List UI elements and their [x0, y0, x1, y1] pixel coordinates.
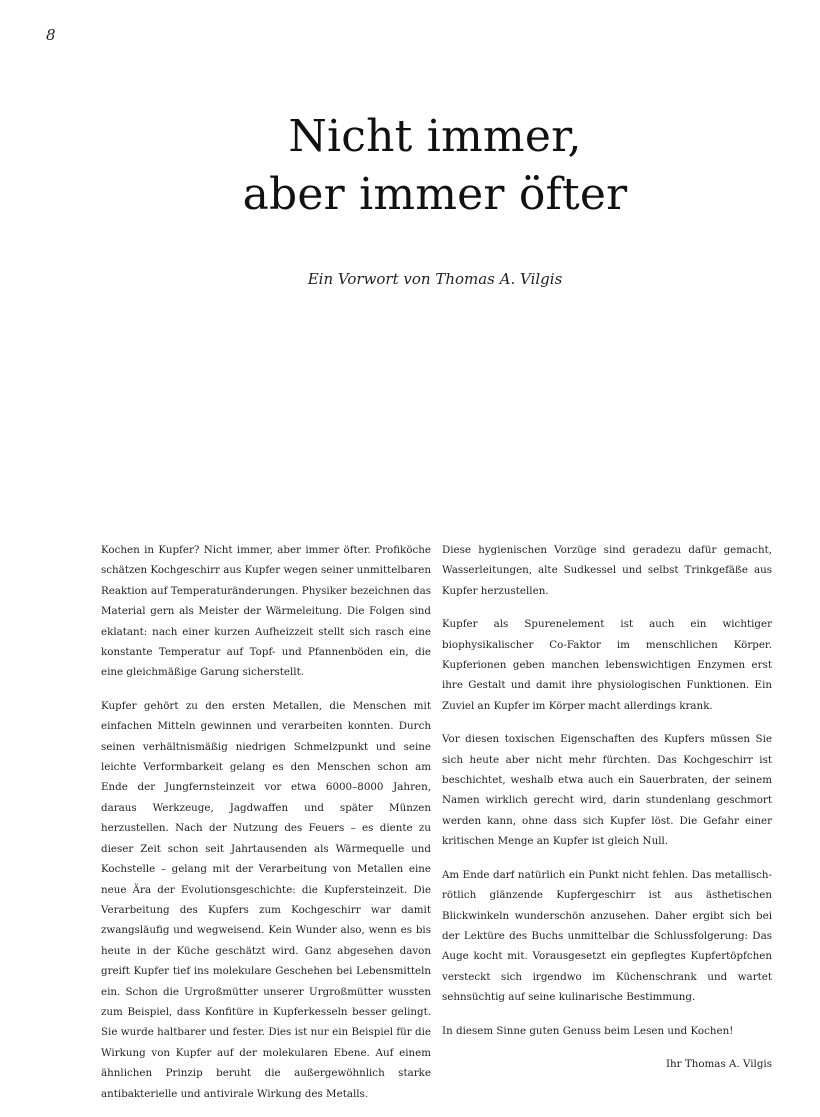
- paragraph: Kupfer gehört zu den ersten Metallen, die Menschen mit einfachen Mitteln gewinnen und verarbeiten konnten. Durch seinen verhältnismäßig niedrigen Schmelzpunkt und seine leichte Verformbarkeit gelang es den Menschen schon am Ende der Jungfernsteinzeit vor etwa 6000–8000 Jahren, daraus Werkzeuge, Jagdwaffen und später Münzen herzustellen. Nach der Nutzung des Feuers – es diente zu dieser Zeit schon seit Jahrtausenden als Wärmequelle und Kochstelle – gelang mit der Verarbeitung von Metallen eine neue Ära der Evolutionsgeschichte: die Kupfersteinzeit. Die Verarbeitung des Kupfers zum Kochgeschirr war damit zwangsläufig und wegweisend. Kein Wunder also, wenn es bis heute in der Küche geschätzt wird. Ganz abgesehen davon greift Kupfer tief ins molekulare Geschehen bei Lebensmitteln ein. Schon die Urgroßmütter unserer Urgroßmütter wussten zum Beispiel, dass Konfitüre in Kupferkesseln besser gelingt. Sie wurde haltbarer und fester. Dies ist nur ein Beispiel für die Wirkung von Kupfer auf der molekularen Ebene. Auf einem ähnlichen Prinzip beruht die außergewöhnlich starke antibakterielle und antivirale Wirkung des Metalls.: [101, 699, 431, 1100]
- closing-line: In diesem Sinne guten Genuss beim Lesen und Kochen!: [442, 1024, 734, 1037]
- paragraph: Kupfer als Spurenelement ist auch ein wichtiger biophysikalischer Co-Faktor im menschlichen Körper. Kupferionen geben manchen lebenswichtigen Enzymen erst ihre Gestalt und damit ihre physiologischen Funktionen. Ein Zuviel an Kupfer im Körper macht allerdings krank.: [442, 618, 772, 712]
- paragraph: Kochen in Kupfer? Nicht immer, aber immer öfter. Profiköche schätzen Kochgeschirr aus Kupfer wegen seiner unmittelbaren Reaktion auf Temperaturänderungen. Physiker bezeichnen das Material gern als Meister der Wärmeleitung. Die Folgen sind eklatant: nach einer kurzen Aufheizzeit stellt sich rasch eine konstante Temperatur auf Topf- und Pfannenböden ein, die eine gleichmäßige Garung sicherstellt.: [101, 544, 431, 679]
- paragraph: Diese hygienischen Vorzüge sind geradezu dafür gemacht, Wasserleitungen, alte Sudkessel und selbst Trinkgefäße aus Kupfer herzustellen.: [442, 544, 772, 597]
- paragraph: Am Ende darf natürlich ein Punkt nicht fehlen. Das metallisch-rötlich glänzende Kupfergeschirr ist aus ästhetischen Blickwinkeln wunderschön anzusehen. Daher ergibt sich bei der Lektüre des Buchs unmittelbar die Schlussfolgerung: Das Auge kocht mit. Vorausgesetzt ein gepflegtes Kupfertöpfchen versteckt sich irgendwo im Küchenschrank und wartet sehnsüchtig auf seine kulinarische Bestimmung.: [442, 868, 772, 1004]
- page-title: [0, 108, 820, 224]
- title-line-1: Nicht immer,: [288, 111, 582, 162]
- title-line-2: aber immer öfter: [242, 169, 628, 220]
- paragraph: Vor diesen toxischen Eigenschaften des Kupfers müssen Sie sich heute aber nicht mehr fürchten. Das Kochgeschirr ist beschichtet, weshalb etwa auch ein Sauerbraten, der seinem Namen wirklich gerecht wird, darin stundenlang geschmort werden kann, ohne dass sich Kupfer löst. Die Gefahr einer kritischen Menge an Kupfer ist gleich Null.: [442, 733, 772, 848]
- signature: Ihr Thomas A. Vilgis: [665, 1057, 772, 1070]
- page-number: 8: [46, 26, 56, 44]
- right-text-column: [442, 540, 772, 1087]
- byline: Ein Vorwort von Thomas A. Vilgis: [307, 270, 563, 288]
- left-text-column: [101, 540, 431, 1117]
